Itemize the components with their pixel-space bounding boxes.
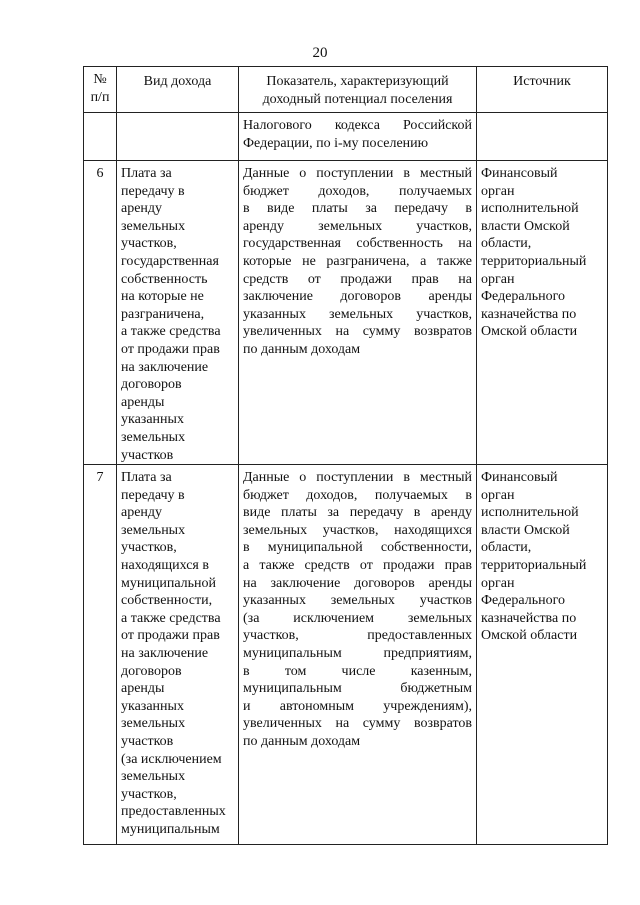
row-number: 6	[96, 166, 104, 181]
source-line: Федерального	[481, 593, 566, 609]
indicator-line: в том числе казенным,	[243, 663, 472, 679]
income-type-line: земельных	[121, 218, 186, 234]
source-line: Финансовый	[481, 470, 558, 486]
table-row-7	[84, 465, 608, 845]
indicator-line: а также средств от продажи прав	[243, 558, 472, 574]
header-income-type	[117, 67, 239, 113]
indicator-line: Федерации, по i-му поселению	[243, 135, 429, 151]
source-line: области,	[481, 236, 532, 252]
income-type-line: указанных	[121, 698, 184, 714]
source-line: исполнительной	[481, 505, 579, 521]
income-type-line: аренду	[121, 201, 163, 217]
table-row-6	[84, 161, 608, 465]
income-type-line: земельных	[121, 769, 186, 785]
indicator-line: участков, предоставленных	[243, 628, 472, 644]
source-line: власти Омской	[481, 522, 570, 538]
table-row-continuation	[84, 113, 608, 161]
income-type-line: участков	[121, 447, 174, 463]
header-source	[477, 67, 608, 113]
indicator-line: указанных земельных участков	[243, 593, 472, 609]
indicator-line: указанных земельных участков,	[243, 306, 472, 322]
indicator-line: которые не разграничена, а также	[243, 253, 472, 269]
income-type-line: указанных	[121, 412, 184, 428]
income-type-line: земельных	[121, 716, 186, 732]
income-type-line: участков,	[121, 236, 177, 252]
income-type-line: на заключение	[121, 646, 209, 662]
source-line: Федерального	[481, 289, 566, 305]
income-type-line: передачу в	[121, 183, 185, 199]
indicator-line: муниципальным предприятиям,	[243, 646, 472, 662]
header-indicator-line: Показатель, характеризующий	[266, 74, 449, 89]
header-no	[84, 67, 117, 113]
indicator-line: государственная собственность на	[243, 236, 472, 252]
cell-no	[84, 465, 117, 845]
table-header-row	[84, 67, 608, 113]
indicator-line: бюджет доходов, получаемых в	[243, 487, 472, 503]
income-type-line: на которые не	[121, 289, 204, 305]
income-type-line: договоров	[121, 377, 182, 393]
cell-indicator	[239, 161, 477, 465]
income-type-line: договоров	[121, 663, 182, 679]
income-type-line: а также средства	[121, 324, 221, 340]
indicator-line: земельных участков, находящихся	[243, 522, 472, 538]
header-no-line: п/п	[90, 89, 110, 105]
income-type-line: от продажи прав	[121, 628, 220, 644]
indicator-line: увеличенных на сумму возвратов	[243, 324, 472, 340]
cell-source	[477, 161, 608, 465]
indicator-line: и автономным учреждениям),	[243, 698, 472, 714]
indicator-line: увеличенных на сумму возвратов	[243, 716, 472, 732]
income-type-line: собственности,	[121, 593, 213, 609]
source-line: орган	[481, 183, 515, 199]
income-type-line: земельных	[121, 429, 186, 445]
income-type-line: муниципальной	[121, 575, 217, 591]
income-table	[83, 66, 608, 845]
indicator-line: на заключение договоров аренды	[243, 575, 472, 591]
source-line: исполнительной	[481, 201, 579, 217]
income-type-line: передачу в	[121, 487, 185, 503]
indicator-line: муниципальным бюджетным	[243, 681, 472, 697]
source-line: территориальный	[481, 253, 587, 269]
cell-source	[477, 465, 608, 845]
indicator-line: виде платы за передачу в аренду	[243, 505, 472, 521]
cell-indicator	[239, 113, 477, 161]
header-indicator-line: доходный потенциал поселения	[262, 91, 453, 107]
income-type-line: собственность	[121, 271, 208, 287]
header-income-type-label: Вид дохода	[143, 74, 212, 89]
income-type-line: от продажи прав	[121, 341, 220, 357]
source-line: казначейства по	[481, 306, 577, 322]
income-type-line: муниципальным	[121, 821, 220, 837]
source-line: области,	[481, 540, 532, 556]
cell-income-type	[117, 161, 239, 465]
indicator-line: (за исключением земельных	[243, 610, 472, 626]
income-type-line: предоставленных	[121, 804, 226, 820]
income-type-line: участков,	[121, 786, 177, 802]
income-type-line: участков,	[121, 540, 177, 556]
row-number: 7	[96, 470, 104, 486]
indicator-line: заключение договоров аренды	[243, 289, 472, 305]
income-type-line: государственная	[121, 253, 219, 269]
income-type-line: Плата за	[121, 470, 172, 486]
source-line: орган	[481, 487, 515, 503]
income-type-line: разграничена,	[121, 306, 205, 322]
income-type-line: участков	[121, 734, 174, 749]
source-line: Финансовый	[481, 166, 558, 181]
indicator-line: Налогового кодекса Российской	[243, 118, 472, 133]
page-number: 20	[312, 45, 328, 61]
cell-source-empty	[477, 113, 608, 161]
source-line: орган	[481, 575, 515, 591]
source-line: Омской области	[481, 628, 578, 644]
income-type-line: земельных	[121, 522, 186, 538]
income-type-line: (за исключением	[121, 751, 222, 767]
income-type-line: аренды	[121, 394, 165, 410]
cell-income-type	[117, 465, 239, 845]
cell-no	[84, 161, 117, 465]
indicator-line: Данные о поступлении в местный	[243, 166, 472, 181]
cell-type-empty	[117, 113, 239, 161]
indicator-line: средств от продажи прав на	[243, 271, 472, 287]
income-type-line: аренду	[121, 505, 163, 521]
source-line: власти Омской	[481, 218, 570, 234]
indicator-line: по данным доходам	[243, 341, 361, 357]
income-type-line: аренды	[121, 681, 165, 697]
header-no-line: №	[93, 72, 107, 87]
indicator-line: в виде платы за передачу в	[243, 201, 472, 217]
source-line: казначейства по	[481, 610, 577, 626]
indicator-line: по данным доходам	[243, 734, 361, 749]
income-type-line: на заключение	[121, 359, 209, 375]
indicator-line: бюджет доходов, получаемых	[243, 183, 472, 199]
source-line: Омской области	[481, 324, 578, 340]
indicator-line: в муниципальной собственности,	[243, 540, 472, 556]
indicator-line: аренду земельных участков,	[243, 218, 472, 234]
income-type-line: находящихся в	[121, 558, 209, 574]
income-type-line: Плата за	[121, 166, 172, 181]
header-source-label: Источник	[513, 74, 571, 89]
cell-indicator	[239, 465, 477, 845]
source-line: территориальный	[481, 558, 587, 574]
header-indicator	[239, 67, 477, 113]
source-line: орган	[481, 271, 515, 287]
income-type-line: а также средства	[121, 610, 221, 626]
indicator-line: Данные о поступлении в местный	[243, 470, 472, 486]
cell-no-empty	[84, 113, 117, 161]
